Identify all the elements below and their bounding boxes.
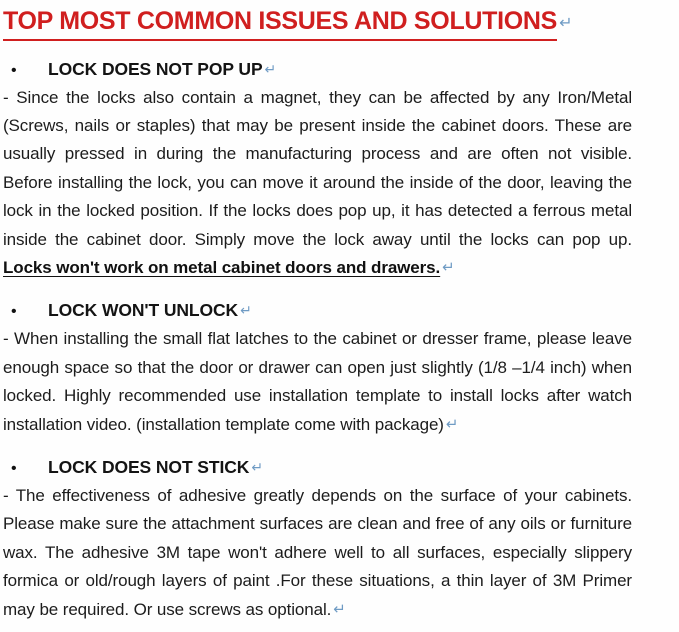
paragraph-mark-icon: ↵ (559, 15, 573, 32)
paragraph-mark-icon: ↵ (445, 415, 459, 433)
section-3-body (3, 482, 632, 624)
bullet-icon: • (11, 61, 17, 79)
bullet-icon: • (11, 303, 17, 321)
section-1-heading (48, 59, 276, 80)
section-1-body-text: - Since the locks also contain a magnet, they can be affected by any Iron/Metal (Screws, nails or staples) that may be present inside the cabinet doors. These are usually pressed in during the manufacturing process and are often not visible. Before installing the lock, you can move it around the inside of the door, leaving the lock in the locked position. If the locks does pop up, it has detected a ferrous metal inside the cabinet door. Simply move the lock away until the locks can pop up. (3, 87, 632, 249)
section-2-heading-row (3, 300, 632, 321)
title-row (3, 8, 632, 41)
section-2-heading-text: LOCK WON'T UNLOCK (48, 300, 239, 321)
section-1-heading-row (3, 59, 632, 80)
section-1-body-emphasis: Locks won't work on metal cabinet doors and drawers. (3, 257, 441, 277)
paragraph-mark-icon: ↵ (442, 258, 455, 276)
section-2-body (3, 325, 632, 439)
section-2-body-text: - When installing the small flat latches to the cabinet or dresser frame, please leave enough space so that the door or drawer can open just slightly (1/8 –1/4 inch) when locked. Highly recommended use installation template to install locks after watch installation video. (installation template come with package) (3, 329, 632, 434)
bullet-icon: • (11, 459, 17, 477)
page-title: TOP MOST COMMON ISSUES AND SOLUTIONS (3, 8, 557, 41)
section-1-heading-text: LOCK DOES NOT POP UP (48, 58, 263, 79)
section-3-heading-row (3, 457, 632, 478)
section-3-body-text: - The effectiveness of adhesive greatly depends on the surface of your cabinets. Please make sure the attachment surfaces are clean and free of any oils or furniture wax. The adhesive 3M tape won't adhere well to all surfaces, especially slippery formica or old/rough layers of paint .For these situations, a thin layer of 3M Primer may be required. Or use screws as optional. (3, 485, 632, 619)
section-3-heading (48, 457, 263, 478)
paragraph-mark-icon: ↵ (251, 458, 264, 475)
paragraph-mark-icon: ↵ (240, 302, 252, 319)
section-3-heading-text: LOCK DOES NOT STICK (48, 456, 250, 477)
paragraph-mark-icon: ↵ (333, 600, 346, 618)
section-2-heading (48, 300, 252, 321)
section-1-body (3, 84, 632, 283)
paragraph-mark-icon: ↵ (264, 60, 277, 77)
